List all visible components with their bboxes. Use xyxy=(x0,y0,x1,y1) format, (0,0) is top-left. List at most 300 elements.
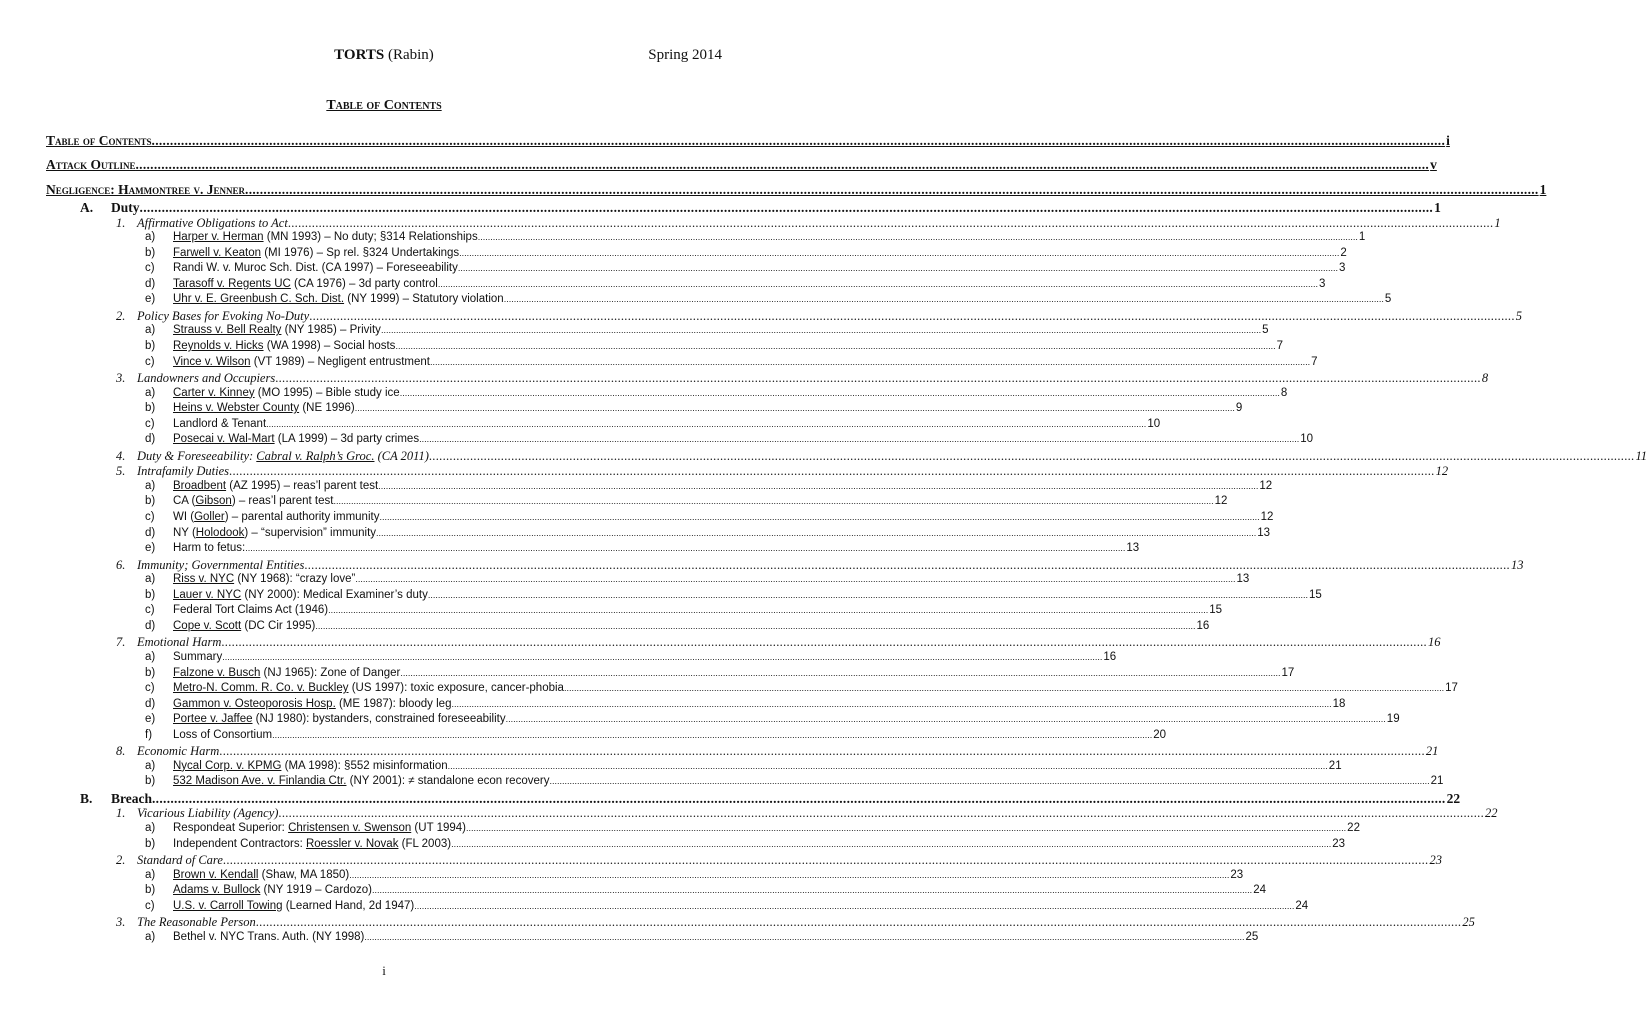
toc-entry-page: 25 xyxy=(1245,930,1259,943)
case-name: Roessler v. Novak xyxy=(305,837,399,850)
toc-entry-title xyxy=(137,806,278,821)
toc-entry[interactable] xyxy=(116,215,1501,231)
toc-entry-label: a) xyxy=(145,930,156,943)
dot-leader xyxy=(328,604,1208,616)
dot-leader xyxy=(378,480,1258,492)
toc-entry[interactable] xyxy=(116,448,1647,464)
dot-leader xyxy=(266,418,1146,430)
toc-entry-label: b) xyxy=(145,775,156,788)
case-name: Cope v. Scott xyxy=(173,619,242,632)
toc-entry-page: 10 xyxy=(1300,433,1314,446)
toc-entry-title xyxy=(173,838,451,850)
toc-entry[interactable] xyxy=(145,713,1400,728)
toc-entry-title xyxy=(173,667,400,679)
toc-entry-description: Landlord & Tenant xyxy=(173,417,267,430)
toc-entry-page: 21 xyxy=(1328,759,1342,772)
toc-entry[interactable] xyxy=(116,635,1441,650)
toc-entry-title xyxy=(173,573,355,585)
toc-entry-description: (NJ 1965): Zone of Danger xyxy=(260,666,401,679)
toc-entry-prefix: CA ( xyxy=(173,495,196,508)
toc-entry[interactable] xyxy=(145,573,1250,588)
dot-leader xyxy=(381,324,1261,336)
toc-entry-page: 5 xyxy=(1262,324,1269,337)
toc-entry[interactable] xyxy=(145,511,1274,526)
toc-entry-label: 1. xyxy=(116,215,126,230)
toc-entry-description: ) – parental authority immunity xyxy=(224,511,380,523)
toc-entry-title xyxy=(137,309,309,324)
toc-entry-page: 5 xyxy=(1515,308,1523,323)
dot-leader xyxy=(245,542,1125,554)
toc-entry-title xyxy=(137,371,275,386)
toc-entry[interactable] xyxy=(145,339,1284,355)
toc-entry-page: 16 xyxy=(1427,635,1441,650)
toc-entry-label: e) xyxy=(145,713,156,726)
toc-entry[interactable] xyxy=(145,246,1347,262)
toc-entry[interactable] xyxy=(116,371,1489,386)
toc-entry-page: 25 xyxy=(1462,915,1475,930)
toc-entry[interactable] xyxy=(145,775,1444,790)
toc-entry-description: (NY 1985) – Privity xyxy=(281,324,381,337)
toc-entry-description: (LA 1999) – 3d party crimes xyxy=(274,433,420,446)
dot-leader xyxy=(304,558,1510,573)
toc-entry-prefix: Independent Contractors: xyxy=(173,837,306,850)
toc-entry-label: 4. xyxy=(116,448,126,463)
course-name: TORTS xyxy=(334,47,385,63)
dot-leader xyxy=(376,527,1256,539)
toc-entry-title xyxy=(173,433,419,445)
case-name: Portee v. Jaffee xyxy=(173,713,253,726)
toc-entry-description: (ME 1987): bloody leg xyxy=(335,697,452,710)
toc-entry-title-text: Landowners and Occupiers xyxy=(137,371,276,386)
toc-entry[interactable] xyxy=(116,464,1449,479)
toc-entry-label: b) xyxy=(145,246,156,259)
toc-entry-page: 13 xyxy=(1126,542,1140,555)
toc-entry-description: Harm to fetus: xyxy=(173,542,246,555)
toc-entry[interactable] xyxy=(145,884,1266,899)
toc-entry-page: 11 xyxy=(1635,448,1647,463)
dot-leader xyxy=(379,511,1259,523)
dot-leader xyxy=(135,157,1429,173)
toc-entry[interactable] xyxy=(145,355,1318,371)
dot-leader xyxy=(275,371,1481,386)
toc-entry-title-text: Immunity; Governmental Entities xyxy=(137,557,305,572)
toc-entry[interactable] xyxy=(145,930,1259,946)
toc-entry-title xyxy=(173,604,328,616)
toc-entry-page: 20 xyxy=(1153,728,1167,741)
dot-leader xyxy=(229,464,1435,479)
toc-entry-description: ) – reas’l parent test xyxy=(231,495,334,508)
toc-entry-title-text: Economic Harm xyxy=(137,744,220,759)
toc-entry-title xyxy=(137,558,304,573)
dot-leader xyxy=(430,356,1310,368)
toc-entry-description: (AZ 1995) – reas’l parent test xyxy=(226,479,379,492)
toc-entry-label: d) xyxy=(145,697,156,710)
toc-entry-label: c) xyxy=(145,262,155,275)
toc-entry-title-text: The Reasonable Person xyxy=(137,915,256,930)
case-name: Strauss v. Bell Realty xyxy=(173,324,282,337)
toc-entry-description: (NY 1968): “crazy love” xyxy=(234,573,356,586)
dot-leader xyxy=(504,293,1384,305)
toc-entry-description: (Learned Hand, 2d 1947) xyxy=(282,899,415,912)
case-name: Uhr v. E. Greenbush C. Sch. Dist. xyxy=(173,293,345,306)
toc-entry[interactable] xyxy=(145,619,1210,635)
toc-entry-title xyxy=(173,884,372,896)
dot-leader xyxy=(451,838,1331,850)
toc-entry-page: 1 xyxy=(1358,231,1366,244)
toc-entry-label: b) xyxy=(145,339,156,352)
toc-entry[interactable] xyxy=(145,697,1346,713)
case-name: Holodook xyxy=(195,526,245,539)
toc-entry-title xyxy=(173,495,333,507)
dot-leader xyxy=(278,806,1484,821)
toc-entry[interactable] xyxy=(145,837,1346,853)
toc-entry-label: e) xyxy=(145,542,156,555)
case-name: Heins v. Webster County xyxy=(173,402,300,415)
toc-entry-label: a) xyxy=(145,822,156,834)
toc-entry-title xyxy=(46,133,152,149)
toc-entry-label: 3. xyxy=(116,371,126,386)
toc-entry[interactable] xyxy=(145,526,1271,542)
toc-entry[interactable] xyxy=(145,231,1366,246)
toc-entry[interactable] xyxy=(145,822,1360,837)
toc-entry-description: (CA 1976) – 3d party control xyxy=(290,277,438,290)
toc-entry-title xyxy=(173,247,459,259)
case-name: Adams v. Bullock xyxy=(173,884,261,897)
toc-entry-page: 12 xyxy=(1435,464,1449,479)
toc-entry-label: a) xyxy=(145,650,156,663)
toc-entry[interactable] xyxy=(116,806,1498,821)
toc-entry-description: Bethel v. NYC Trans. Auth. (NY 1998) xyxy=(173,930,365,943)
toc-entry-description: (UT 1994) xyxy=(411,822,466,834)
toc-entry-description: (NJ 1980): bystanders, constrained foreseeability xyxy=(252,713,506,726)
toc-entry-page: 22 xyxy=(1347,822,1360,834)
toc-entry[interactable] xyxy=(145,542,1140,557)
toc-entry-title xyxy=(173,480,378,492)
toc-entry-page: 3 xyxy=(1339,262,1346,275)
toc-entry-label: c) xyxy=(145,355,155,368)
toc-entry[interactable] xyxy=(145,666,1295,682)
toc-entry-page: 21 xyxy=(1425,744,1439,759)
dot-leader xyxy=(222,651,1102,663)
toc-entry-title-text: Duty xyxy=(111,200,140,215)
toc-entry-description: (DC Cir 1995) xyxy=(241,619,316,632)
toc-entry-page: 15 xyxy=(1309,588,1322,601)
toc-entry-description: (Shaw, MA 1850) xyxy=(258,868,350,881)
toc-entry-label: d) xyxy=(145,433,156,446)
case-name: Riss v. NYC xyxy=(173,573,235,586)
toc-entry-description: (MO 1995) – Bible study ice xyxy=(254,386,400,399)
case-name: Brown v. Kendall xyxy=(173,868,259,881)
toc-entry-page: 12 xyxy=(1214,495,1228,508)
case-name: Nycal Corp. v. KPMG xyxy=(173,759,282,772)
toc-entry-label: d) xyxy=(145,526,156,539)
case-name: Gibson xyxy=(195,495,232,508)
dot-leader xyxy=(400,387,1280,399)
toc-entry-title xyxy=(46,182,245,198)
toc-entry[interactable] xyxy=(145,868,1244,884)
dot-leader xyxy=(288,216,1494,231)
dot-leader xyxy=(506,713,1386,725)
toc-entry-label: b) xyxy=(145,402,156,415)
toc-entry[interactable] xyxy=(46,133,1450,151)
toc-entry-title-text: Intrafamily Duties xyxy=(137,464,230,479)
toc-entry-title xyxy=(173,713,506,725)
toc-entry-title xyxy=(173,651,222,663)
dot-leader xyxy=(466,822,1346,834)
toc-entry-label: b) xyxy=(145,495,156,508)
toc-entry-page: 1 xyxy=(1434,200,1441,215)
toc-entry[interactable] xyxy=(145,682,1458,697)
toc-entry-label: f) xyxy=(145,728,153,741)
toc-entry[interactable] xyxy=(116,744,1439,759)
toc-entry-title xyxy=(173,527,376,539)
dot-leader xyxy=(272,729,1152,741)
toc-entry-title xyxy=(173,620,315,632)
dot-leader xyxy=(451,698,1331,710)
toc-entry-description: Summary xyxy=(173,650,223,663)
toc-entry-title xyxy=(173,775,549,787)
dot-leader xyxy=(221,635,1427,650)
toc-entry-title xyxy=(137,635,221,650)
toc-entry-title-text: Emotional Harm xyxy=(137,635,222,650)
dot-leader xyxy=(245,182,1539,198)
toc-entry-description: (FL 2003) xyxy=(398,837,452,850)
toc-entry-description: (NY 1919 – Cardozo) xyxy=(260,884,373,897)
dot-leader xyxy=(364,931,1244,943)
toc-entry-title xyxy=(173,869,349,881)
toc-entry[interactable] xyxy=(116,308,1523,324)
toc-entry-label: c) xyxy=(145,417,155,430)
toc-entry-title xyxy=(137,744,219,759)
toc-entry-page: 13 xyxy=(1510,557,1524,572)
toc-entry-page: 16 xyxy=(1103,650,1117,663)
dot-leader xyxy=(349,869,1229,881)
toc-entry-label: b) xyxy=(145,588,156,601)
dot-leader xyxy=(458,262,1338,274)
dot-leader xyxy=(315,620,1195,632)
toc-entry[interactable] xyxy=(145,495,1228,510)
dot-leader xyxy=(152,791,1446,807)
toc-entry-label: b) xyxy=(145,884,156,897)
toc-entry[interactable] xyxy=(46,157,1437,175)
toc-entry-title xyxy=(173,760,448,772)
toc-entry[interactable] xyxy=(145,604,1223,619)
toc-entry-title-text: Standard of Care xyxy=(137,853,223,868)
toc-entry-title xyxy=(173,293,504,305)
toc-entry[interactable] xyxy=(145,417,1161,433)
toc-entry-page: 7 xyxy=(1311,355,1318,368)
toc-entry-description: (WA 1998) – Social hosts xyxy=(263,339,396,352)
toc-entry[interactable] xyxy=(145,479,1273,495)
case-name: Harper v. Herman xyxy=(173,231,264,244)
toc-entry-description: (VT 1989) – Negligent entrustment xyxy=(250,355,430,368)
toc-entry-label: 8. xyxy=(116,744,126,759)
toc-entry[interactable] xyxy=(80,790,1461,807)
toc-entry-page: 9 xyxy=(1235,402,1243,415)
toc-entry-title xyxy=(173,324,381,336)
dot-leader xyxy=(395,340,1275,352)
toc-entry-title xyxy=(173,278,438,290)
toc-entry[interactable] xyxy=(145,899,1309,915)
toc-entry-page: 24 xyxy=(1253,884,1266,897)
toc-entry-title-text: Attack Outline xyxy=(46,157,136,172)
toc-entry-page: 19 xyxy=(1386,713,1400,726)
toc-entry-title xyxy=(137,853,223,868)
toc-entry-page: 12 xyxy=(1260,511,1274,523)
toc-entry-label: 5. xyxy=(116,464,126,479)
toc-entry-title-text: Negligence: Hammontree v. Jenner xyxy=(46,182,246,197)
toc-entry[interactable] xyxy=(145,324,1269,339)
toc-entry-label: a) xyxy=(145,386,156,399)
dot-leader xyxy=(448,760,1328,772)
toc-entry-label: b) xyxy=(145,837,156,850)
toc-entry-description: (MA 1998): §552 misinformation xyxy=(281,759,448,772)
toc-entry-title xyxy=(173,729,272,741)
toc-entry-page: 17 xyxy=(1445,682,1458,695)
toc-entry-label: d) xyxy=(145,619,156,632)
toc-entry-title xyxy=(173,418,266,430)
toc-entry-title-text: Table of Contents xyxy=(46,133,152,148)
toc-entry[interactable] xyxy=(80,200,1441,216)
toc-entry-label: 2. xyxy=(116,308,126,323)
toc-entry-page: 17 xyxy=(1281,666,1295,679)
toc-entry-page: 10 xyxy=(1147,417,1161,430)
toc-entry-label: 2. xyxy=(116,853,126,868)
toc-entry-label: c) xyxy=(145,682,155,695)
toc-entry-page: 8 xyxy=(1280,386,1288,399)
case-name: Carter v. Kinney xyxy=(173,386,255,399)
toc-entry-page: 8 xyxy=(1481,371,1489,386)
toc-entry-page: 2 xyxy=(1340,246,1347,259)
toc-entry-title-text: Affirmative Obligations to Act xyxy=(137,215,288,230)
toc-entry[interactable] xyxy=(116,557,1524,573)
toc-entry[interactable] xyxy=(145,262,1346,277)
toc-entry-title xyxy=(137,464,229,479)
toc-entry-label: 3. xyxy=(116,915,126,930)
toc-entry-description: (NY 2000): Medical Examiner’s duty xyxy=(241,588,428,601)
toc-entry-page: 1 xyxy=(1494,215,1501,230)
toc-entry-title xyxy=(173,542,245,554)
toc-entry-title-text: Policy Bases for Evoking No-Duty xyxy=(137,308,310,323)
case-name: Posecai v. Wal-Mart xyxy=(173,433,275,446)
toc-entry-title xyxy=(173,356,430,368)
dot-leader xyxy=(223,853,1429,868)
running-header xyxy=(0,47,768,67)
toc-entry[interactable] xyxy=(145,402,1243,417)
case-name: Gammon v. Osteoporosis Hosp. xyxy=(173,697,336,710)
toc-entry-description: Federal Tort Claims Act (1946) xyxy=(173,604,329,617)
toc-entry-title xyxy=(137,915,256,930)
toc-entry-label: a) xyxy=(145,868,156,881)
toc-entry-page: 5 xyxy=(1384,293,1392,306)
toc-entry-title xyxy=(173,698,451,710)
dot-leader xyxy=(549,775,1429,787)
toc-entry-page: 3 xyxy=(1319,277,1326,290)
toc-entry-description: (CA 2011) xyxy=(374,448,429,463)
case-name: Goller xyxy=(194,511,225,523)
toc-entry-title xyxy=(111,200,140,216)
toc-entry[interactable] xyxy=(145,759,1342,775)
toc-entry[interactable] xyxy=(145,728,1167,744)
dot-leader xyxy=(438,278,1318,290)
case-name: Falzone v. Busch xyxy=(173,666,261,679)
case-name: U.S. v. Carroll Towing xyxy=(173,899,283,912)
toc-entry-label: c) xyxy=(145,604,155,617)
toc-entry-title xyxy=(173,340,395,352)
case-name: Reynolds v. Hicks xyxy=(173,339,264,352)
dot-leader xyxy=(400,667,1280,679)
toc-entry-title xyxy=(173,931,364,943)
toc-entry-label: a) xyxy=(145,324,156,337)
dot-leader xyxy=(459,247,1339,259)
toc-entry-description: (NY 2001): ≠ standalone econ recovery xyxy=(346,775,550,788)
toc-entry-prefix: WI ( xyxy=(173,511,195,523)
toc-entry[interactable] xyxy=(145,650,1117,666)
toc-entry[interactable] xyxy=(116,853,1442,868)
toc-entry-title xyxy=(137,216,288,231)
toc-entry-title xyxy=(173,900,414,912)
toc-entry-page: 16 xyxy=(1196,619,1210,632)
toc-entry-title xyxy=(137,449,429,464)
toc-entry-title xyxy=(111,791,152,807)
dot-leader xyxy=(564,682,1444,694)
toc-entry-description: Randi W. v. Muroc Sch. Dist. (CA 1997) – Foreseeability xyxy=(173,262,458,275)
dot-leader xyxy=(219,744,1425,759)
toc-entry-label: b) xyxy=(145,666,156,679)
toc-entry-page: 13 xyxy=(1257,526,1271,539)
toc-entry-label: a) xyxy=(145,479,156,492)
toc-entry-title xyxy=(173,387,400,399)
toc-entry-title xyxy=(173,589,428,601)
dot-leader xyxy=(309,309,1515,324)
dot-leader xyxy=(152,133,1446,149)
toc-entry[interactable] xyxy=(145,433,1314,448)
dot-leader xyxy=(414,900,1294,912)
case-name: Metro-N. Comm. R. Co. v. Buckley xyxy=(173,682,349,695)
toc-entry[interactable] xyxy=(145,293,1392,308)
toc-entry-label: 6. xyxy=(116,557,126,572)
instructor-name: (Rabin) xyxy=(387,47,434,63)
dot-leader xyxy=(355,402,1235,414)
case-name: Broadbent xyxy=(173,479,227,492)
dot-leader xyxy=(419,433,1299,445)
case-name: 532 Madison Ave. v. Finlandia Ctr. xyxy=(173,775,347,788)
toc-entry[interactable] xyxy=(116,915,1475,930)
toc-entry-title-text: Vicarious Liability (Agency) xyxy=(137,806,279,821)
term-label: Spring 2014 xyxy=(648,47,722,63)
toc-entry[interactable] xyxy=(46,182,1547,200)
toc-entry-page: 13 xyxy=(1236,573,1250,586)
toc-entry-label: 1. xyxy=(116,806,126,821)
toc-entry-label: e) xyxy=(145,293,156,306)
toc-entry-label: 7. xyxy=(116,635,126,650)
toc-entry-label: a) xyxy=(145,231,156,244)
toc-entry[interactable] xyxy=(145,588,1322,604)
case-name: Tarasoff v. Regents UC xyxy=(173,277,291,290)
toc-entry-prefix: Respondeat Superior: xyxy=(173,822,289,834)
toc-entry-title xyxy=(173,231,478,243)
case-name: Vince v. Wilson xyxy=(173,355,251,368)
toc-entry-label: a) xyxy=(145,759,156,772)
toc-entry[interactable] xyxy=(145,277,1326,293)
toc-entry-title xyxy=(173,402,355,414)
toc-entry-description: Loss of Consortium xyxy=(173,728,273,741)
dot-leader xyxy=(256,915,1462,930)
toc-entry-page: 24 xyxy=(1295,899,1309,912)
dot-leader xyxy=(140,200,1434,216)
toc-entry-page: 23 xyxy=(1332,837,1346,850)
toc-entry[interactable] xyxy=(145,386,1288,402)
